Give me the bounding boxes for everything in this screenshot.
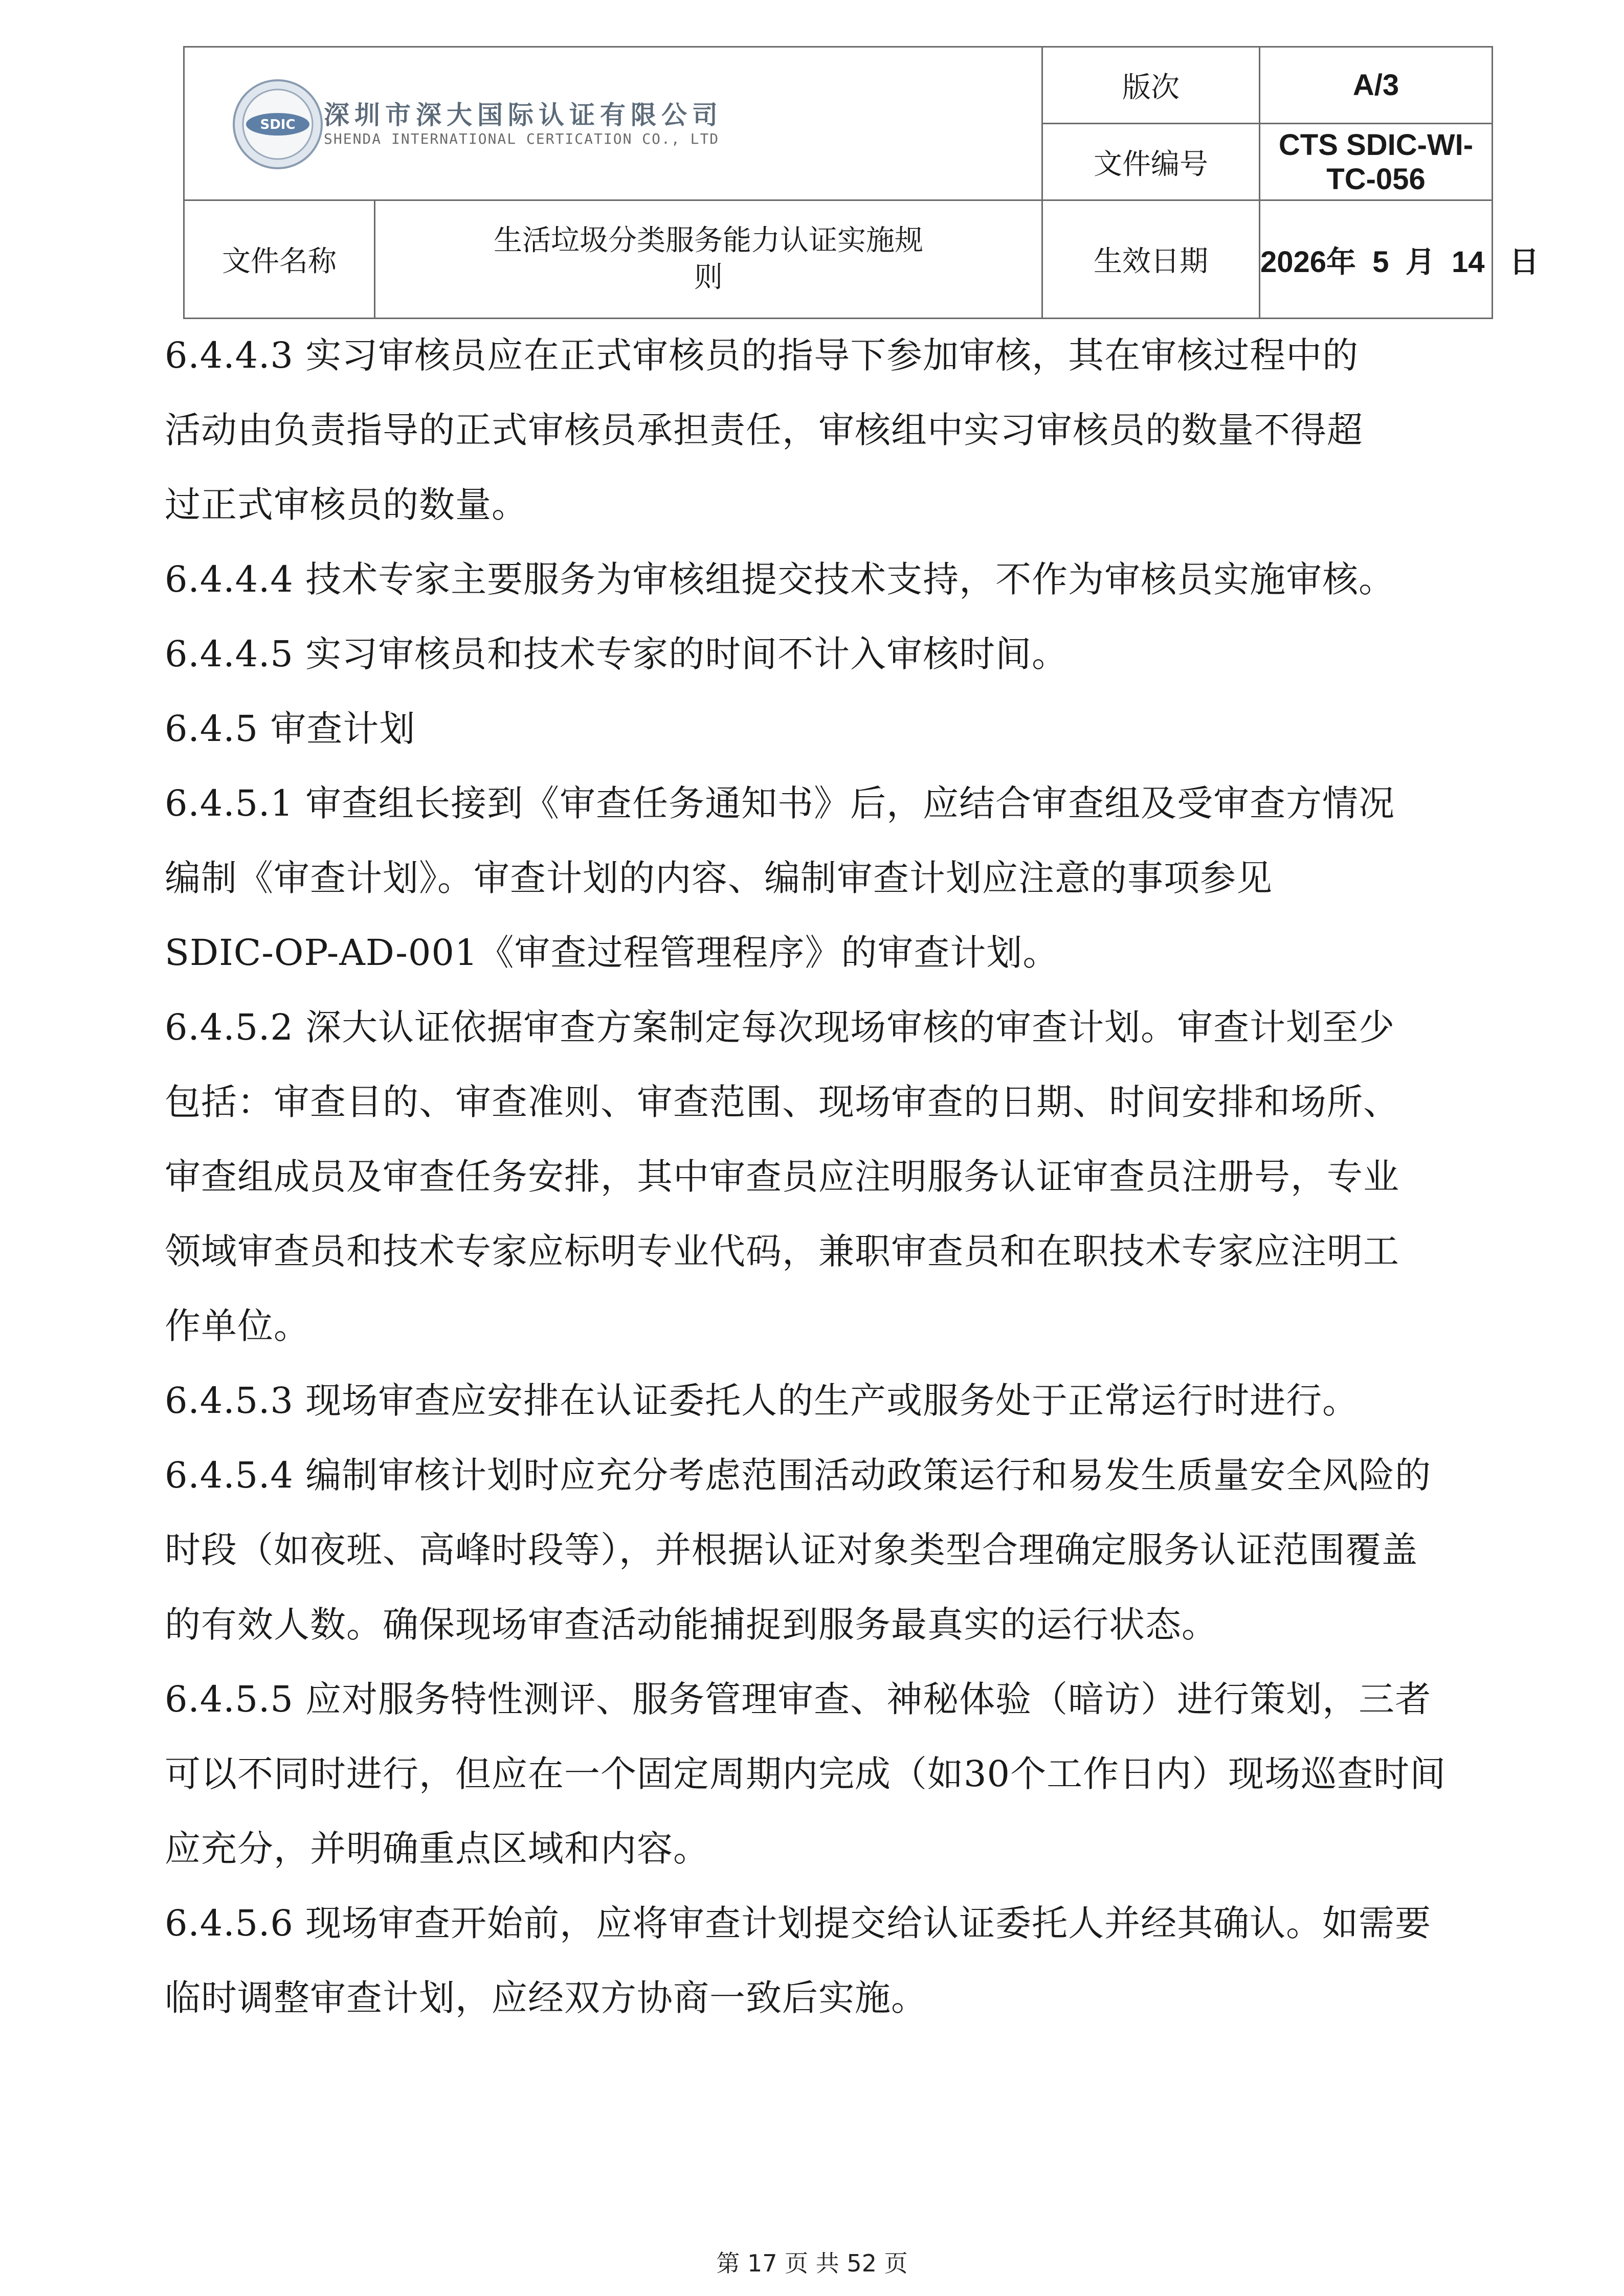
page-number: 第 17 页 共 52 页 (716, 2249, 908, 2277)
body-line: 6.4.5.4 编制审核计划时应充分考虑范围活动政策运行和易发生质量安全风险的 (165, 1454, 1432, 1496)
body-line: 6.4.4.3 实习审核员应在正式审核员的指导下参加审核，其在审核过程中的 (165, 334, 1359, 376)
effective-date-label: 生效日期 (1042, 200, 1260, 319)
effective-date-value: 2026年 5 月 14 日 (1260, 200, 1493, 319)
body-line: 可以不同时进行，但应在一个固定周期内完成（如30个工作日内）现场巡查时间 (165, 1753, 1447, 1795)
doc-name-label: 文件名称 (184, 200, 375, 319)
emblem-text: SDIC (260, 117, 296, 132)
body-line: 6.4.4.5 实习审核员和技术专家的时间不计入审核时间。 (165, 633, 1069, 675)
company-name-cn: 深圳市深大国际认证有限公司 (324, 100, 723, 130)
body-line: 6.4.5.5 应对服务特性测评、服务管理审查、神秘体验（暗访）进行策划，三者 (165, 1678, 1432, 1720)
body-line: 6.4.5.3 现场审查应安排在认证委托人的生产或服务处于正常运行时进行。 (165, 1380, 1359, 1422)
doc-name-line-2: 则 (694, 261, 723, 294)
body-line: 活动由负责指导的正式审核员承担责任，审核组中实习审核员的数量不得超 (165, 409, 1363, 451)
document-header-table (183, 46, 1539, 319)
company-name-en: SHENDA INTERNATIONAL CERTICATION CO., LTD (324, 130, 720, 147)
body-line: 6.4.5.1 审查组长接到《审查任务通知书》后，应结合审查组及受审查方情况 (165, 782, 1395, 824)
company-logo-cell (184, 47, 1042, 200)
doc-number-label: 文件编号 (1042, 124, 1260, 200)
body-line: 应充分，并明确重点区域和内容。 (165, 1828, 709, 1870)
body-line: 作单位。 (165, 1305, 310, 1347)
body-line: 审查组成员及审查任务安排，其中审查员应注明服务认证审查员注册号，专业 (165, 1156, 1399, 1198)
document-body (165, 318, 1474, 2035)
body-line: 6.4.5.6 现场审查开始前，应将审查计划提交给认证委托人并经其确认。如需要 (165, 1902, 1432, 1944)
body-line: 6.4.4.4 技术专家主要服务为审核组提交技术支持，不作为审核员实施审核。 (165, 558, 1395, 600)
body-line: 6.4.5.2 深大认证依据审查方案制定每次现场审核的审查计划。审查计划至少 (165, 1006, 1395, 1048)
doc-name-value (375, 200, 1042, 319)
body-line: 的有效人数。确保现场审查活动能捕捉到服务最真实的运行状态。 (165, 1604, 1218, 1646)
section-heading: 6.4.5 审查计划 (165, 708, 416, 750)
version-value: A/3 (1260, 47, 1493, 124)
body-line: 领域审查员和技术专家应标明专业代码，兼职审查员和在职技术专家应注明工 (165, 1230, 1399, 1272)
body-line: 编制《审查计划》。审查计划的内容、编制审查计划应注意的事项参见 (165, 857, 1273, 899)
company-emblem-icon (232, 78, 324, 170)
version-label: 版次 (1042, 47, 1260, 124)
doc-number-value: CTS SDIC-WI-TC-056 (1260, 124, 1493, 200)
body-line: 临时调整审查计划，应经双方协商一致后实施。 (165, 1977, 927, 2019)
body-line: SDIC-OP-AD-001《审查过程管理程序》的审查计划。 (165, 932, 1059, 974)
doc-name-line-1: 生活垃圾分类服务能力认证实施规 (494, 224, 923, 257)
body-line: 过正式审核员的数量。 (165, 484, 528, 526)
body-line: 包括：审查目的、审查准则、审查范围、现场审查的日期、时间安排和场所、 (165, 1081, 1399, 1123)
body-line: 时段（如夜班、高峰时段等），并根据认证对象类型合理确定服务认证范围覆盖 (165, 1529, 1418, 1571)
